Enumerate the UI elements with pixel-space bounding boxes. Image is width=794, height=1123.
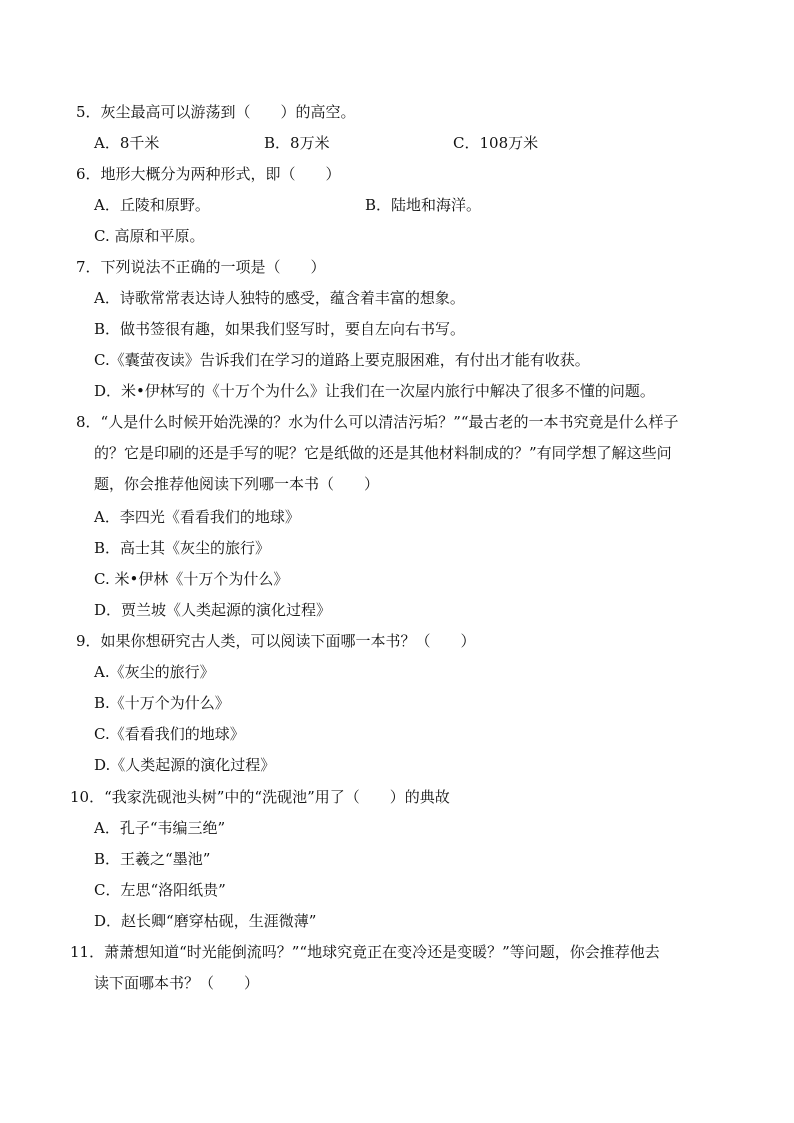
question-7-option-a: A．诗歌常常表达诗人独特的感受，蕴含着丰富的想象。 [94, 289, 465, 307]
question-9-option-c: C.《看看我们的地球》 [94, 725, 245, 743]
question-8-option-c: C. 米•伊林《十万个为什么》 [94, 570, 289, 588]
question-8-option-a: A．李四光《看看我们的地球》 [94, 508, 300, 526]
question-10-stem: 10．“我家洗砚池头树”中的“洗砚池”用了（ ）的典故 [70, 788, 450, 806]
question-11-stem-line-1: 11．萧萧想知道“时光能倒流吗？”“地球究竟正在变冷还是变暖？”等问题，你会推荐他去 [70, 943, 660, 961]
question-8-option-b: B．高士其《灰尘的旅行》 [94, 539, 271, 557]
question-6-stem: 6．地形大概分为两种形式，即（ ） [76, 165, 341, 183]
question-5-option-c: C．108万米 [453, 134, 539, 152]
question-7-option-c: C.《囊萤夜读》告诉我们在学习的道路上要克服困难，有付出才能有收获。 [94, 351, 590, 369]
question-5-stem: 5．灰尘最高可以游荡到（ ）的高空。 [76, 103, 356, 121]
question-10-option-c: C．左思“洛阳纸贵” [94, 881, 226, 899]
question-5-option-a: A．8千米 [94, 134, 160, 152]
question-8-stem-line-2: 的？它是印刷的还是手写的呢？它是纸做的还是其他材料制成的？”有同学想了解这些问 [94, 444, 672, 462]
question-6-option-b: B．陆地和海洋。 [365, 196, 482, 214]
question-7-option-d: D．米•伊林写的《十万个为什么》让我们在一次屋内旅行中解决了很多不懂的问题。 [94, 382, 655, 400]
question-10-option-d: D．赵长卿“磨穿枯砚，生涯微薄” [94, 912, 317, 930]
question-6-option-c: C. 高原和平原。 [94, 227, 205, 245]
question-7-option-b: B．做书签很有趣，如果我们竖写时，要自左向右书写。 [94, 320, 466, 338]
question-8-stem-line-3: 题，你会推荐他阅读下列哪一本书（ ） [94, 475, 380, 493]
question-6-option-a: A．丘陵和原野。 [94, 196, 210, 214]
question-5-option-b: B．8万米 [264, 134, 330, 152]
question-8-option-d: D．贾兰坡《人类起源的演化过程》 [94, 601, 332, 619]
question-8-stem-line-1: 8．“人是什么时候开始洗澡的？水为什么可以清洁污垢？”“最古老的一本书究竟是什么样子 [76, 413, 679, 431]
question-9-stem: 9．如果你想研究古人类，可以阅读下面哪一本书？（ ） [76, 632, 476, 650]
question-11-stem-line-2: 读下面哪本书？（ ） [94, 974, 260, 992]
question-9-option-a: A.《灰尘的旅行》 [94, 663, 215, 681]
question-10-option-b: B．王羲之“墨池” [94, 850, 211, 868]
question-7-stem: 7．下列说法不正确的一项是（ ） [76, 258, 326, 276]
question-9-option-d: D.《人类起源的演化过程》 [94, 756, 276, 774]
question-10-option-a: A．孔子“韦编三绝” [94, 819, 226, 837]
question-9-option-b: B.《十万个为什么》 [94, 694, 230, 712]
